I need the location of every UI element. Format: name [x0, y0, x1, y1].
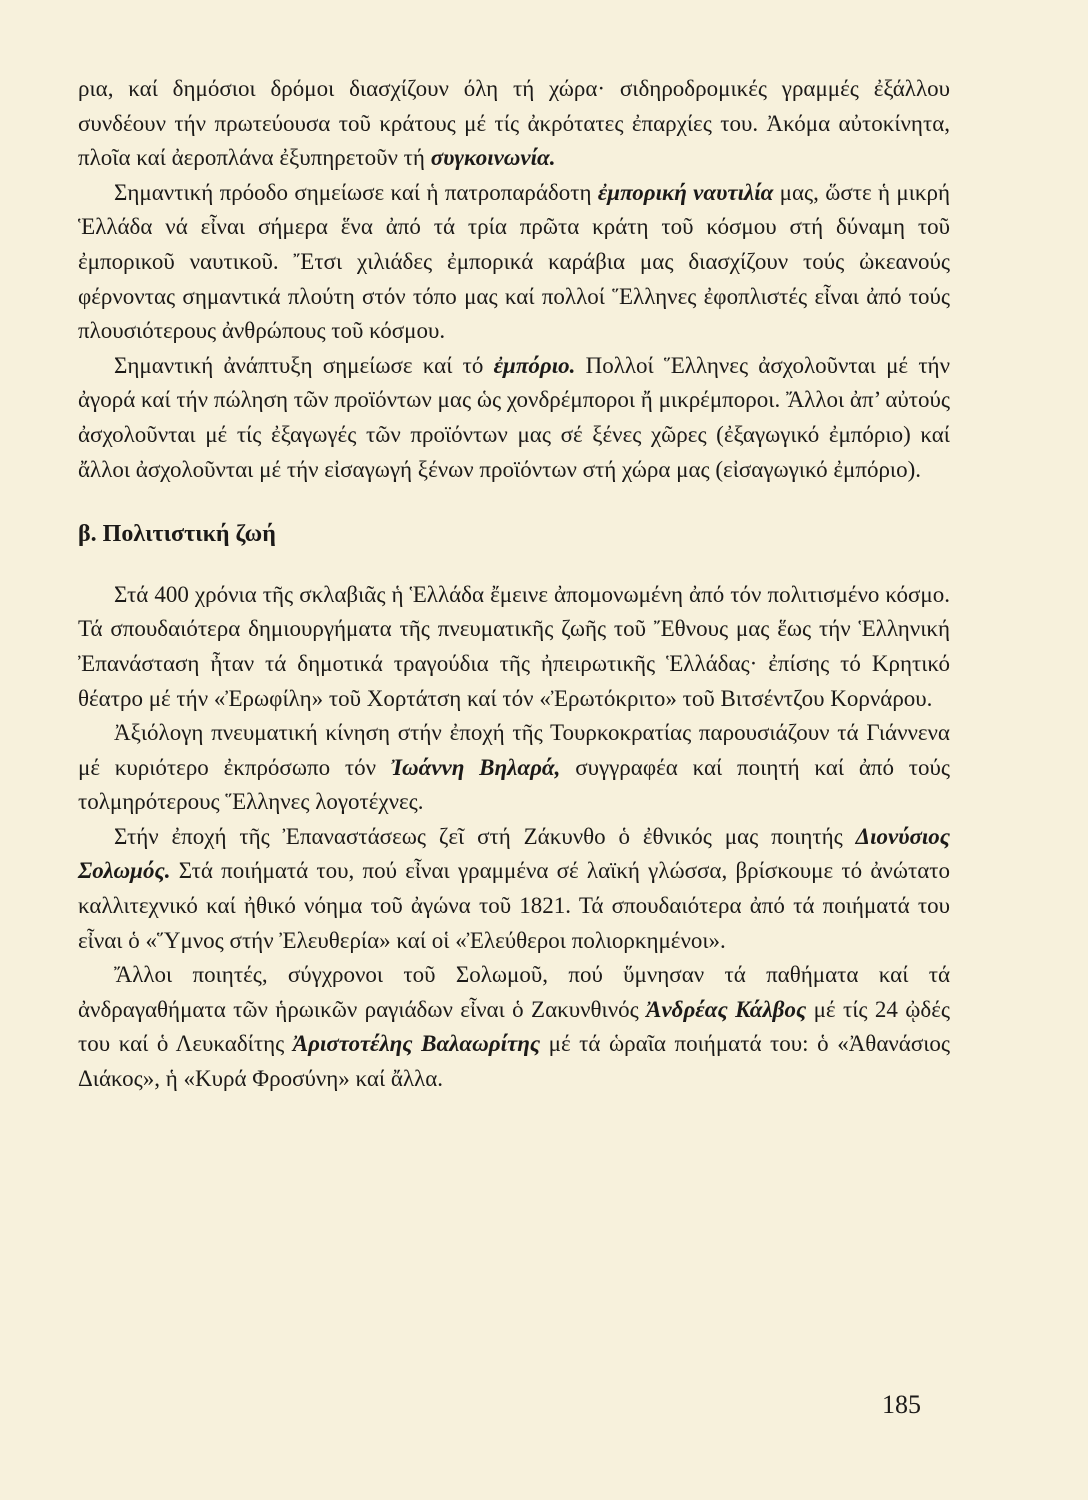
emphasis-term: συγκοινωνία. [430, 145, 556, 171]
emphasis-name: Ἀριστοτέλης Βαλαωρίτης [292, 1031, 541, 1057]
emphasis-term: ἐμπόριο. [493, 352, 576, 378]
body-text [78, 72, 950, 1097]
emphasis-term: ἐμπορική ναυτιλία [597, 179, 774, 205]
section-heading: β. Πολιτιστική ζωή [78, 521, 276, 548]
paragraph-solomos: Στήν ἐποχή τῆς Ἐπαναστάσεως ζεῖ στή Ζάκυνθο ὁ ἐθνικός μας ποιητής Διονύσιος Σολωμός. Στά ποιήματά του, πού εἶναι γραμμένα σέ λαϊκή γλώσσα, βρίσκουμε τό ἀνώτατο καλλιτεχνικό καί ἠθικό νόημα τοῦ ἀγώνα τοῦ 1821. Τά σπουδαιότερα ἀπό τά ποιήματά του εἶναι ὁ «Ὕμνος στήν Ἐλευθερία» καί οἱ «Ἐλεύθεροι πολιορκημένοι». [78, 823, 950, 953]
emphasis-name: Ἰωάννη Βηλαρά, [390, 754, 561, 780]
paragraph-other-poets: Ἄλλοι ποιητές, σύγχρονοι τοῦ Σολωμοῦ, πού ὕμνησαν τά παθήματα καί τά ἀνδραγαθήματα τῶν ἡρωικῶν ραγιάδων εἶναι ὁ Ζακυνθινός Ἀνδρέας Κάλβος μέ τίς 24 ᾠδές του καί ὁ Λευκαδίτης Ἀριστοτέλης Βαλαωρίτης μέ τά ὡραῖα ποιήματά του: ὁ «Ἀθανάσιος Διάκος», ἡ «Κυρά Φροσύνη» καί ἄλλα. [78, 962, 951, 1092]
paragraph-commerce: Σημαντική ἀνάπτυξη σημείωσε καί τό ἐμπόριο. Πολλοί Ἕλληνες ἀσχολοῦνται μέ τήν ἀγορά καί τήν πώληση τῶν προϊόντων μας ὡς χονδρέμποροι ἤ μικρέμποροι. Ἄλλοι ἀπ’ αὐτούς ἀσχολοῦνται μέ τίς ἐξαγωγές τῶν προϊόντων μας σέ ξένες χῶρες (ἐξαγωγικό ἐμπόριο) καί ἄλλοι ἀσχολοῦνται μέ τήν εἰσαγωγή ξένων προϊόντων στή χώρα μας (εἰσαγωγικό ἐμπόριο). [78, 352, 950, 482]
paragraph-ioannina: Ἀξιόλογη πνευματική κίνηση στήν ἐποχή τῆς Τουρκοκρατίας παρουσιάζουν τά Γιάννενα μέ κυριότερο ἐκπρόσωπο τόν Ἰωάννη Βηλαρά, συγγραφέα καί ποιητή καί ἀπό τούς τολμηρότερους Ἕλληνες λογοτέχνες. [78, 720, 951, 815]
page-number: 185 [882, 1390, 921, 1419]
paragraph-shipping: Σημαντική πρόοδο σημείωσε καί ἡ πατροπαράδοτη ἐμπορική ναυτιλία μας, ὥστε ἡ μικρή Ἑλλάδα νά εἶναι σήμερα ἕνα ἀπό τά τρία πρῶτα κράτη τοῦ κόσμου στή δύναμη τοῦ ἐμπορικοῦ ναυτικοῦ. Ἔτσι χιλιάδες ἐμπορικά καράβια μας διασχίζουν τούς ὠκεανούς φέρνοντας σημαντικά πλούτη στόν τόπο μας καί πολλοί Ἕλληνες ἐφοπλιστές εἶναι ἀπό τούς πλουσιότερους ἀνθρώπους τοῦ κόσμου. [78, 179, 950, 344]
emphasis-name: Διονύσιος Σολωμός. [78, 823, 950, 884]
emphasis-name: Ἀνδρέας Κάλβος [646, 996, 807, 1022]
paragraph-transport: ρια, καί δημόσιοι δρόμοι διασχίζουν όλη τή χώρα· σιδηροδρομικές γραμμές ἐξάλλου συνδέουν τήν πρωτεύουσα τοῦ κράτους μέ τίς ἀκρότατες ἐπαρχίες του. Ἀκόμα αὐτοκίνητα, πλοῖα καί ἀεροπλάνα ἐξυπηρετοῦν τή συγκοινωνία. [78, 76, 950, 171]
paragraph-ottoman-era: Στά 400 χρόνια τῆς σκλαβιᾶς ἡ Ἑλλάδα ἔμεινε ἀπομονωμένη ἀπό τόν πολιτισμένο κόσμο. Τά σπουδαιότερα δημιουργήματα τῆς πνευματικῆς ζωῆς τοῦ Ἔθνους μας ἕως τήν Ἑλληνική Ἐπανάσταση ἦταν τά δημοτικά τραγούδια τῆς ἠπειρωτικῆς Ἑλλάδας· ἐπίσης τό Κρητικό θέατρο μέ τήν «Ἐρωφίλη» τοῦ Χορτάτση καί τόν «Ἐρωτόκριτο» τοῦ Βιτσέντζου Κορνάρου. [78, 581, 950, 711]
